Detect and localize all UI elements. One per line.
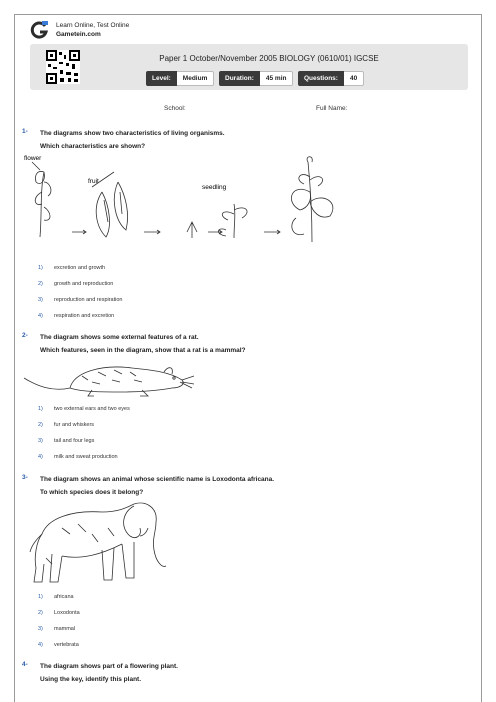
option-2[interactable]: 2) fur and whiskers	[38, 422, 95, 428]
level-badge: Level: Medium	[146, 71, 214, 86]
rat-diagram	[22, 358, 222, 400]
brand[interactable]	[30, 20, 129, 40]
option-3[interactable]: 3) tail and four legs	[38, 438, 95, 444]
questions-badge: Questions: 40	[298, 71, 364, 86]
option-3[interactable]: 3) reproduction and respiration	[38, 297, 123, 303]
question-number: 3-	[22, 474, 28, 481]
question-text: The diagram shows part of a flowering plant. Using the key, identify this plant.	[40, 663, 178, 683]
option-3[interactable]: 3) mammal	[38, 626, 76, 632]
option-1[interactable]: 1) africana	[38, 594, 74, 600]
paper-header	[30, 44, 468, 90]
gametein-logo-icon	[30, 20, 50, 40]
question-number: 1-	[22, 128, 28, 135]
question-1	[22, 128, 472, 323]
school-label: School:	[164, 105, 186, 112]
question-number: 2-	[22, 332, 28, 339]
option-2[interactable]: 2) growth and reproduction	[38, 281, 114, 287]
question-text: The diagram shows some external features of a rat. Which features, seen in the diagram, show that a rat is a mammal?	[40, 334, 246, 354]
duration-badge: Duration: 45 min	[219, 71, 293, 86]
question-2	[22, 332, 472, 464]
option-4[interactable]: 4) milk and sweat production	[38, 454, 118, 460]
option-2[interactable]: 2) Loxodonta	[38, 610, 80, 616]
plant-life-cycle-diagram	[22, 152, 352, 242]
question-3	[22, 474, 472, 654]
svg-text:fruit: fruit	[88, 178, 99, 185]
svg-text:seedling: seedling	[202, 184, 227, 191]
question-number: 4-	[22, 661, 28, 668]
question-4	[22, 661, 472, 691]
full-name-label: Full Name:	[316, 105, 348, 112]
brand-domain[interactable]: Gametein.com	[56, 31, 101, 38]
brand-tagline: Learn Online, Test Online	[56, 22, 130, 29]
paper-title: Paper 1 October/November 2005 BIOLOGY (0610/01) IGCSE	[159, 54, 379, 63]
elephant-diagram	[22, 498, 172, 588]
svg-text:flower: flower	[24, 155, 42, 162]
option-4[interactable]: 4) respiration and excretion	[38, 313, 115, 319]
question-text: The diagrams show two characteristics of living organisms. Which characteristics are shown?	[40, 130, 225, 150]
question-text: The diagram shows an animal whose scientific name is Loxodonta africana. To which species does it belong?	[40, 476, 275, 496]
option-1[interactable]: 1) two external ears and two eyes	[38, 406, 130, 412]
option-1[interactable]: 1) excretion and growth	[38, 265, 106, 271]
option-4[interactable]: 4) vertebrata	[38, 642, 79, 648]
